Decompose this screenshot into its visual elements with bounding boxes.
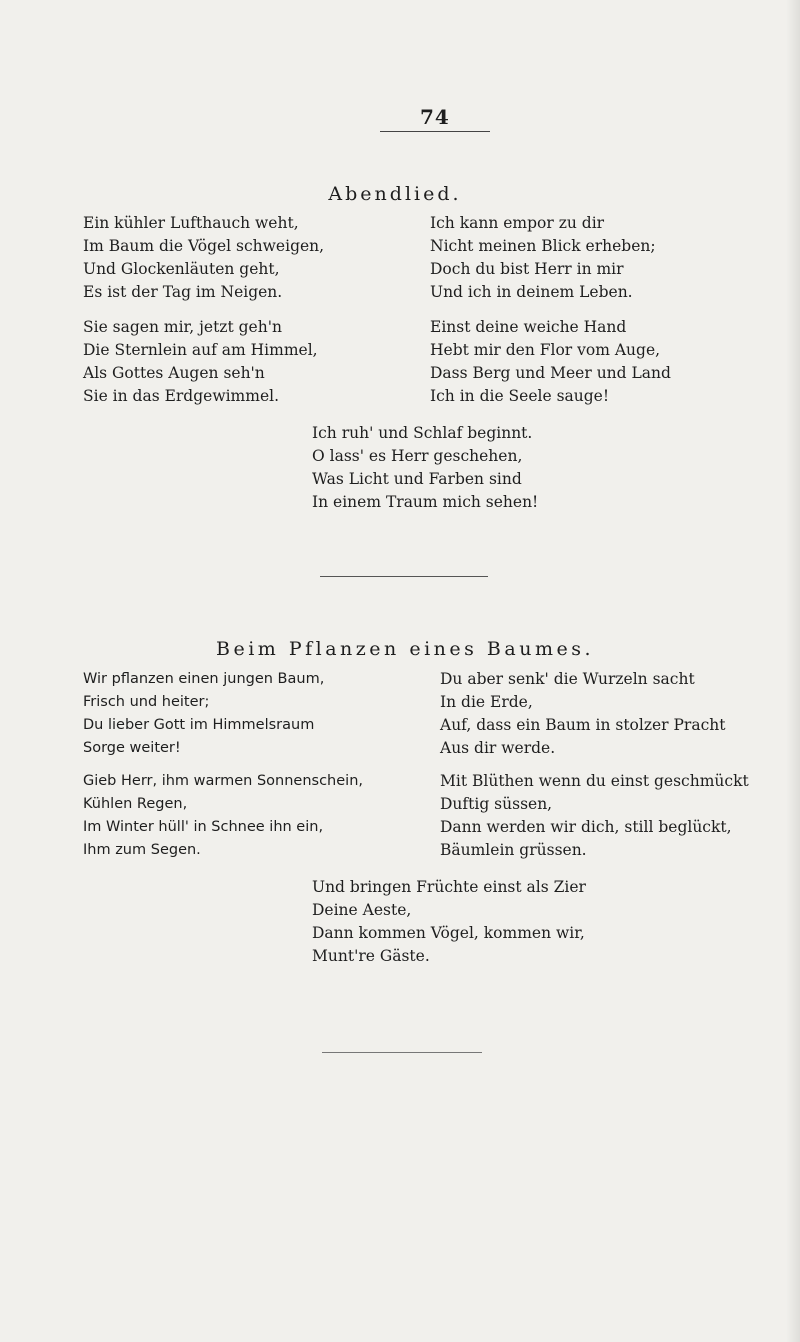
verse-line: Im Baum die Vögel schweigen, xyxy=(83,237,325,255)
verse-line: Sie in das Erdgewimmel. xyxy=(83,387,280,405)
verse-line: Ich kann empor zu dir xyxy=(430,214,605,232)
verse-line: Auf, dass ein Baum in stolzer Pracht xyxy=(440,716,726,734)
verse-line: Mit Blüthen wenn du einst geschmückt xyxy=(440,772,749,790)
poem1-stanza-4 xyxy=(430,316,671,408)
verse-line: Es ist der Tag im Neigen. xyxy=(83,283,283,301)
verse-line: Munt're Gäste. xyxy=(312,947,430,965)
verse-line: Sorge weiter! xyxy=(83,740,181,756)
verse-line: Und Glockenläuten geht, xyxy=(83,260,280,278)
verse-line: Dann werden wir dich, still beglückt, xyxy=(440,818,732,836)
verse-line: Du aber senk' die Wurzeln sacht xyxy=(440,670,695,688)
verse-line: Dann kommen Vögel, kommen wir, xyxy=(312,924,585,942)
page-number: 74 xyxy=(420,105,450,129)
verse-line: Bäumlein grüssen. xyxy=(440,841,587,859)
verse-line: Deine Aeste, xyxy=(312,901,412,919)
verse-line: Ein kühler Lufthauch weht, xyxy=(83,214,299,232)
verse-line: In die Erde, xyxy=(440,693,533,711)
verse-line: Als Gottes Augen seh'n xyxy=(83,364,265,382)
verse-line: Hebt mir den Flor vom Auge, xyxy=(430,341,661,359)
poem1-stanza-1 xyxy=(83,212,324,304)
verse-line: Wir pflanzen einen jungen Baum, xyxy=(83,671,325,687)
verse-line: Aus dir werde. xyxy=(440,739,556,757)
verse-line: Dass Berg und Meer und Land xyxy=(430,364,671,382)
poem2-stanza-1 xyxy=(83,668,324,760)
verse-line: Und bringen Früchte einst als Zier xyxy=(312,878,586,896)
section-divider xyxy=(320,576,488,577)
verse-line: Doch du bist Herr in mir xyxy=(430,260,624,278)
verse-line: Die Sternlein auf am Himmel, xyxy=(83,341,318,359)
verse-line: In einem Traum mich sehen! xyxy=(312,493,539,511)
verse-line: Und ich in deinem Leben. xyxy=(430,283,633,301)
verse-line: Frisch und heiter; xyxy=(83,694,210,710)
verse-line: Einst deine weiche Hand xyxy=(430,318,627,336)
poem2-stanza-2 xyxy=(440,668,725,760)
verse-line: Ihm zum Segen. xyxy=(83,842,201,858)
poem2-stanza-3 xyxy=(83,770,363,862)
verse-line: Duftig süssen, xyxy=(440,795,553,813)
verse-line: Im Winter hüll' in Schnee ihn ein, xyxy=(83,819,324,835)
poem-title-beim-pflanzen: Beim Pflanzen eines Baumes. xyxy=(216,638,594,660)
poem1-stanza-5 xyxy=(312,422,538,514)
verse-line: Ich ruh' und Schlaf beginnt. xyxy=(312,424,533,442)
verse-line: Nicht meinen Blick erheben; xyxy=(430,237,656,255)
end-divider xyxy=(322,1052,482,1053)
verse-line: Sie sagen mir, jetzt geh'n xyxy=(83,318,282,336)
verse-line: Ich in die Seele sauge! xyxy=(430,387,610,405)
verse-line: Kühlen Regen, xyxy=(83,796,188,812)
poem-title-abendlied: Abendlied. xyxy=(328,183,462,205)
verse-line: Du lieber Gott im Himmelsraum xyxy=(83,717,315,733)
poem1-stanza-2 xyxy=(430,212,656,304)
verse-line: O lass' es Herr geschehen, xyxy=(312,447,523,465)
poem2-stanza-4 xyxy=(440,770,749,862)
verse-line: Gieb Herr, ihm warmen Sonnenschein, xyxy=(83,773,363,789)
verse-line: Was Licht und Farben sind xyxy=(312,470,522,488)
poem2-stanza-5 xyxy=(312,876,586,968)
poem1-stanza-3 xyxy=(83,316,318,408)
header-rule xyxy=(380,131,490,132)
